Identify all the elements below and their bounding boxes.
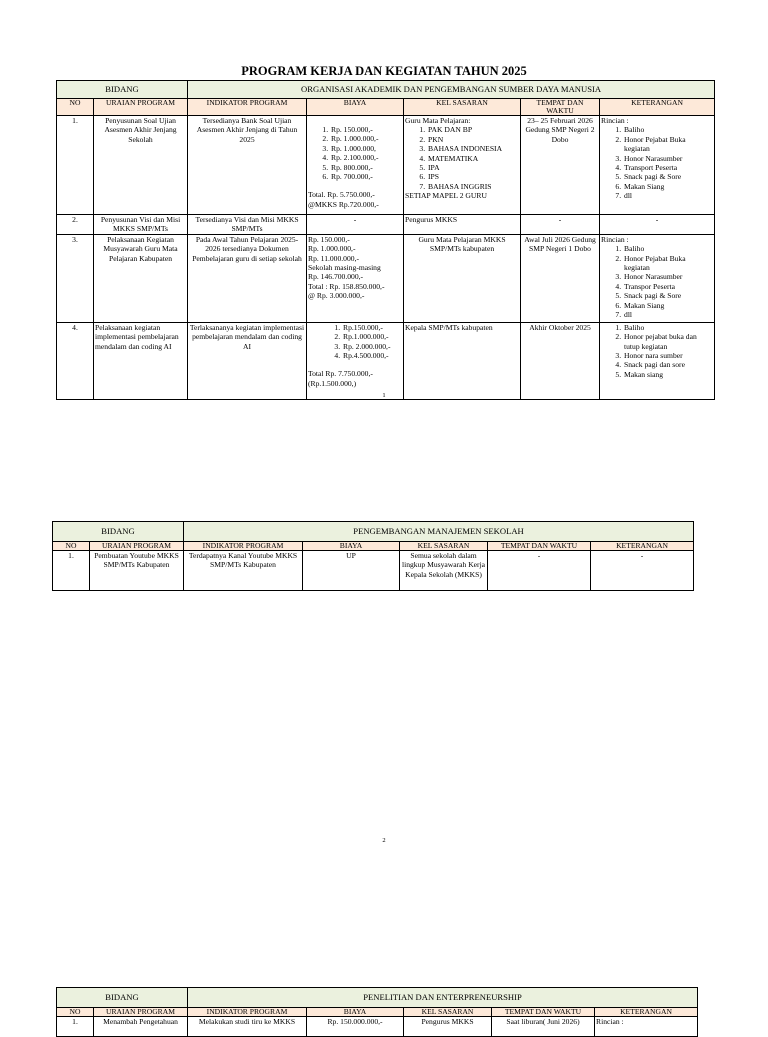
row-sasaran	[404, 116, 521, 215]
row-uraian: Pembuatan Youtube MKKS SMP/MTs Kabupaten	[90, 551, 184, 591]
row-biaya: -	[307, 215, 404, 235]
sasaran-item: 6. IPS	[427, 172, 519, 181]
col-uraian: URAIAN PROGRAM	[94, 1008, 188, 1017]
row-no: 1.	[57, 1017, 94, 1037]
col-sasaran: KEL SASARAN	[404, 99, 521, 116]
sasaran-item: 5. IPA	[427, 163, 519, 172]
row-keterangan	[600, 322, 715, 399]
col-uraian: URAIAN PROGRAM	[90, 542, 184, 551]
col-biaya: BIAYA	[307, 99, 404, 116]
biaya-item: 2. Rp.1.000.000,-	[342, 332, 402, 341]
col-tempat: TEMPAT DAN WAKTU	[492, 1008, 595, 1017]
ket-item: 3. Honor Narasumber	[623, 154, 713, 163]
biaya-per-mkks: (Rp.1.500.000,)	[308, 378, 357, 388]
sasaran-note: SETIAP MAPEL 2 GURU	[405, 191, 487, 201]
biaya-item: 1. Rp.150.000,-	[342, 323, 402, 332]
ket-item: 5. Snack pagi & Sore	[623, 172, 713, 181]
biaya-item: 3. Rp. 2.000.000,-	[342, 342, 402, 351]
page-number: 2	[382, 837, 386, 844]
ket-item: 2. Honor pejabat buka dan tutup kegiatan	[623, 332, 713, 351]
ket-item: 4. Transpor Peserta	[623, 282, 713, 291]
row-sasaran: Pengurus MKKS	[404, 1017, 492, 1037]
row-tempat: Saat liburan( Juni 2026)	[492, 1017, 595, 1037]
row-sasaran: Pengurus MKKS	[404, 215, 521, 235]
row-indikator: Terdapatnya Kanal Youtube MKKS SMP/MTs Kabupaten	[184, 551, 303, 591]
bidang-row	[53, 522, 694, 542]
biaya-line: Rp. 146.700.000,-	[308, 272, 364, 282]
column-header-row	[57, 99, 715, 116]
col-indikator: INDIKATOR PROGRAM	[188, 99, 307, 116]
sasaran-intro: Guru Mata Pelajaran:	[405, 116, 471, 125]
col-no: NO	[57, 99, 94, 116]
row-tempat: Akhir Oktober 2025	[521, 322, 600, 399]
ket-item: 2. Honor Pejabat Buka kegiatan	[623, 254, 713, 273]
biaya-total: Total Rp. 7.750.000,-	[308, 369, 373, 379]
col-sasaran: KEL SASARAN	[400, 542, 488, 551]
row-no: 4.	[57, 322, 94, 399]
col-tempat: TEMPAT DAN WAKTU	[488, 542, 591, 551]
row-uraian: Menambah Pengetahuan	[94, 1017, 188, 1037]
row-biaya: Rp. 150.000.000,-	[307, 1017, 404, 1037]
sasaran-item: 7. BAHASA INGGRIS	[427, 182, 519, 191]
row-tempat: -	[521, 215, 600, 235]
biaya-item: 3. Rp. 1.000.000,	[330, 144, 402, 153]
row-tempat: 23– 25 Februari 2026 Gedung SMP Negeri 2 Dobo	[521, 116, 600, 215]
biaya-line: Rp. 11.000.000,-	[308, 253, 359, 263]
row-keterangan	[600, 116, 715, 215]
ket-intro: Rincian :	[601, 234, 629, 244]
program-table-penelitian	[56, 987, 698, 1037]
col-biaya: BIAYA	[307, 1008, 404, 1017]
row-indikator: Tersedianya Bank Soal Ujian Asesmen Akhir Jenjang di Tahun 2025	[188, 116, 307, 215]
program-table-manajemen	[52, 521, 694, 591]
col-biaya: BIAYA	[303, 542, 400, 551]
row-biaya	[307, 234, 404, 322]
page-number: 1	[382, 392, 386, 399]
biaya-line: Sekolah masing-masing	[308, 263, 381, 273]
row-biaya	[307, 116, 404, 215]
ket-item: 1. Baliho	[623, 125, 713, 134]
document-title: PROGRAM KERJA DAN KEGIATAN TAHUN 2025	[241, 64, 527, 78]
row-uraian: Pelaksanaan kegiatan implementasi pembelajaran mendalam dan coding AI	[94, 322, 188, 399]
ket-item: 5. Snack pagi & Sore	[623, 291, 713, 300]
col-keterangan: KETERANGAN	[591, 542, 694, 551]
ket-item: 5. Makan siang	[623, 370, 713, 379]
ket-intro: Rincian :	[601, 116, 629, 125]
row-uraian: Penyusunan Soal Ujian Asesmen Akhir Jenjang Sekolah	[94, 116, 188, 215]
ket-item: 4. Snack pagi dan sore	[623, 360, 713, 369]
biaya-line: @ Rp. 3.000.000,-	[308, 291, 365, 301]
row-tempat: -	[488, 551, 591, 591]
biaya-total: Total. Rp. 5.750.000,-	[308, 190, 375, 200]
ket-item: 3. Honor nara sumber	[623, 351, 713, 360]
bidang-row	[57, 81, 715, 99]
col-indikator: INDIKATOR PROGRAM	[188, 1008, 307, 1017]
bidang-label: BIDANG	[53, 522, 184, 542]
bidang-label: BIDANG	[57, 81, 188, 99]
biaya-per-mkks: @MKKS Rp.720.000,-	[308, 199, 379, 209]
bidang-title: PENELITIAN DAN ENTERPRENEURSHIP	[188, 988, 698, 1008]
bidang-label: BIDANG	[57, 988, 188, 1008]
ket-item: 1. Baliho	[623, 323, 713, 332]
row-no: 1.	[53, 551, 90, 591]
row-indikator: Pada Awal Tahun Pelajaran 2025-2026 tersedianya Dokumen Pembelajaran guru di setiap sekolah	[188, 234, 307, 322]
ket-item: 3. Honor Narasumber	[623, 272, 713, 281]
col-no: NO	[53, 542, 90, 551]
row-no: 2.	[57, 215, 94, 235]
row-indikator: Melakukan studi tiru ke MKKS	[188, 1017, 307, 1037]
row-uraian: Pelaksanaan Kegiatan Musyawarah Guru Mata Pelajaran Kabupaten	[94, 234, 188, 322]
biaya-item: 6. Rp. 700.000,-	[330, 172, 402, 181]
col-uraian: URAIAN PROGRAM	[94, 99, 188, 116]
bidang-title: ORGANISASI AKADEMIK DAN PENGEMBANGAN SUMBER DAYA MANUSIA	[188, 81, 715, 99]
table-row	[57, 322, 715, 399]
ket-item: 7. dll	[623, 191, 713, 200]
ket-item: 6. Makan Siang	[623, 301, 713, 310]
row-indikator: Terlaksananya kegiatan implementasi pembelajaran mendalam dan coding AI	[188, 322, 307, 399]
row-uraian: Penyusunan Visi dan Misi MKKS SMP/MTs	[94, 215, 188, 235]
biaya-item: 4. Rp. 2.100.000,-	[330, 153, 402, 162]
table-row	[57, 234, 715, 322]
col-keterangan: KETERANGAN	[600, 99, 715, 116]
row-keterangan: Rincian :	[595, 1017, 698, 1037]
ket-item: 7. dll	[623, 310, 713, 319]
col-keterangan: KETERANGAN	[595, 1008, 698, 1017]
table-row	[53, 551, 694, 591]
biaya-line: Rp. 150.000,-	[308, 234, 350, 244]
table-row	[57, 1017, 698, 1037]
col-no: NO	[57, 1008, 94, 1017]
ket-item: 4. Transport Peserta	[623, 163, 713, 172]
row-sasaran: Guru Mata Pelajaran MKKS SMP/MTs kabupaten	[404, 234, 521, 322]
ket-item: 6. Makan Siang	[623, 182, 713, 191]
sasaran-item: 3. BAHASA INDONESIA	[427, 144, 519, 153]
row-tempat: Awal Juli 2026 Gedung SMP Negeri 1 Dobo	[521, 234, 600, 322]
ket-item: 2. Honor Pejabat Buka kegiatan	[623, 135, 713, 154]
row-keterangan	[600, 234, 715, 322]
biaya-item: 5. Rp. 800.000,-	[330, 163, 402, 172]
row-biaya: UP	[303, 551, 400, 591]
program-table-organisasi	[56, 80, 715, 400]
col-sasaran: KEL SASARAN	[404, 1008, 492, 1017]
col-indikator: INDIKATOR PROGRAM	[184, 542, 303, 551]
row-indikator: Tersedianya Visi dan Misi MKKS SMP/MTs	[188, 215, 307, 235]
sasaran-item: 4. MATEMATIKA	[427, 154, 519, 163]
sasaran-item: 1. PAK DAN BP	[427, 125, 519, 134]
biaya-line: Rp. 1.000.000,-	[308, 244, 356, 254]
col-tempat: TEMPAT DAN WAKTU	[521, 99, 600, 116]
biaya-item: 1. Rp. 150.000,-	[330, 125, 402, 134]
table-row	[57, 116, 715, 215]
row-no: 3.	[57, 234, 94, 322]
row-keterangan: -	[591, 551, 694, 591]
column-header-row	[53, 542, 694, 551]
row-no: 1.	[57, 116, 94, 215]
sasaran-item: 2. PKN	[427, 135, 519, 144]
bidang-title: PENGEMBANGAN MANAJEMEN SEKOLAH	[184, 522, 694, 542]
row-biaya	[307, 322, 404, 399]
row-sasaran: Semua sekolah dalam lingkup Musyawarah Kerja Kepala Sekolah (MKKS)	[400, 551, 488, 591]
biaya-item: 4. Rp.4.500.000,-	[342, 351, 402, 360]
row-sasaran: Kepala SMP/MTs kabupaten	[404, 322, 521, 399]
column-header-row	[57, 1008, 698, 1017]
bidang-row	[57, 988, 698, 1008]
row-keterangan: -	[600, 215, 715, 235]
biaya-line: Total : Rp. 158.850.000,-	[308, 281, 385, 291]
biaya-item: 2. Rp. 1.000.000,-	[330, 134, 402, 143]
ket-item: 1. Baliho	[623, 244, 713, 253]
table-row	[57, 215, 715, 235]
